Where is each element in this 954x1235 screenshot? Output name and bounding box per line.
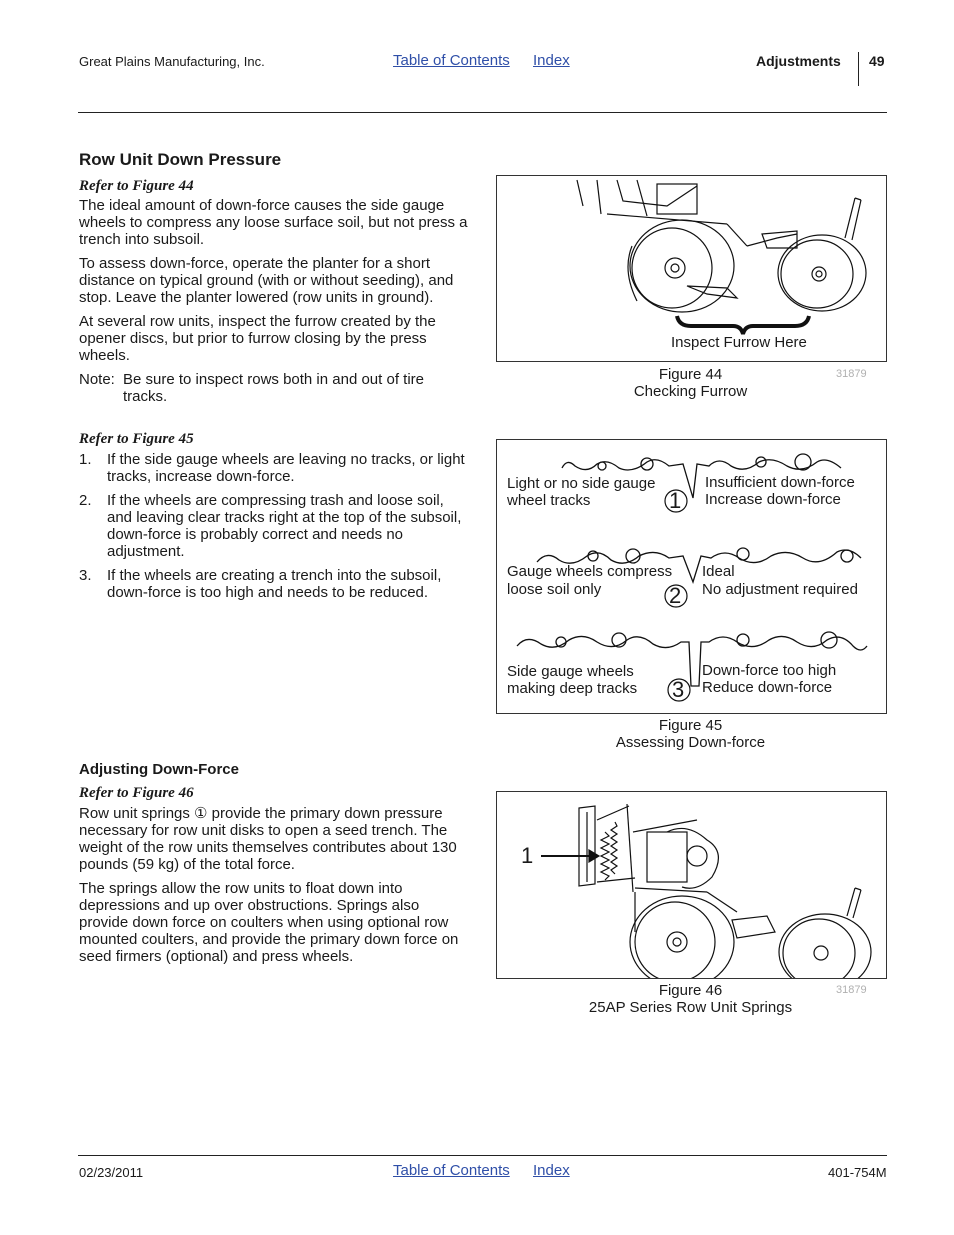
callout-1: 1 — [669, 488, 682, 513]
row2-right-line1: Ideal — [702, 563, 735, 580]
row2-right-line2: No adjustment required — [702, 581, 858, 598]
figure-title: Assessing Down-force — [615, 734, 766, 751]
figure-44 — [496, 175, 887, 362]
list-number: 2. — [79, 492, 92, 509]
row2-left-line1: Gauge wheels compress — [507, 563, 673, 580]
part-number: 31879 — [836, 984, 867, 996]
note — [79, 371, 471, 405]
list-number: 1. — [79, 451, 92, 468]
index-link[interactable]: Index — [533, 1162, 570, 1179]
row2-left-line2: loose soil only — [507, 581, 602, 598]
company-name: Great Plains Manufacturing, Inc. — [79, 54, 265, 69]
footer-date: 02/23/2011 — [79, 1165, 144, 1180]
callout-3: 3 — [672, 677, 685, 702]
callout-2: 2 — [669, 583, 682, 608]
row-unit-springs-illustration — [497, 792, 886, 978]
figure-title: Checking Furrow — [633, 383, 748, 400]
list-item — [79, 451, 473, 485]
index-link[interactable]: Index — [533, 52, 570, 69]
figure-reference: Refer to Figure 45 — [79, 431, 194, 447]
figure-title: 25AP Series Row Unit Springs — [588, 999, 793, 1016]
list-number: 3. — [79, 567, 92, 584]
table-of-contents-link[interactable]: Table of Contents — [393, 1162, 510, 1179]
paragraph: Row unit springs ① provide the primary down pressure necessary for row unit disks to open a seed trench. The weight of the row units themselves contributes about 130 pounds (59 kg) of the total force. — [79, 805, 457, 873]
note-text: Be sure to inspect rows both in and out of tire tracks. — [123, 371, 425, 405]
paragraph: The springs allow the row units to float down into depressions and up over obstructions. Springs also provide down force on coulters when using optional row mounted coulters, and provide the primary down force on seed firmers (optional) and press wheels. — [79, 880, 459, 965]
page-title: Row Unit Down Pressure — [79, 150, 282, 169]
note-label: Note: — [79, 371, 115, 388]
page-number: 49 — [869, 53, 885, 69]
row1-right-line2: Increase down-force — [705, 491, 841, 508]
figure-number: Figure 46 — [658, 982, 723, 999]
list-item — [79, 567, 473, 601]
document-number: 401-754M — [828, 1165, 887, 1180]
header-rule — [78, 112, 887, 113]
inspect-furrow-label: Inspect Furrow Here — [671, 334, 807, 351]
subsection-title: Adjusting Down-Force — [79, 761, 239, 778]
callout-1-springs: 1 — [521, 843, 534, 868]
row3-right-line1: Down-force too high — [702, 662, 837, 679]
paragraph: The ideal amount of down-force causes the side gauge wheels to compress any loose surface soil, but not press a trench into subsoil. — [79, 197, 468, 248]
row3-right-line2: Reduce down-force — [702, 679, 833, 696]
table-of-contents-link[interactable]: Table of Contents — [393, 52, 510, 69]
row1-right-line1: Insufficient down-force — [705, 474, 855, 491]
figure-reference: Refer to Figure 44 — [79, 178, 194, 194]
header-divider — [858, 52, 859, 86]
figure-44-caption — [496, 366, 885, 400]
intro-text — [79, 197, 471, 405]
paragraph: At several row units, inspect the furrow created by the opener discs, but prior to furrow closing by the press wheels. — [79, 313, 436, 364]
list-item — [79, 492, 473, 560]
figure-46-caption — [496, 982, 885, 1016]
figure-45-caption — [496, 717, 885, 751]
row3-left-line1: Side gauge wheels — [507, 663, 634, 680]
row3-left-line2: making deep tracks — [507, 680, 638, 697]
list-text: If the wheels are compressing trash and loose soil, and leaving clear tracks right at the top of the subsoil, down-force is probably correct and needs no adjustment. — [107, 492, 462, 560]
paragraph: To assess down-force, operate the planter for a short distance on typical ground (with or without seeding), and stop. Leave the planter lowered (row units in ground). — [79, 255, 454, 306]
adjusting-text — [79, 805, 471, 972]
part-number: 31879 — [836, 368, 867, 380]
figure-reference: Refer to Figure 46 — [79, 785, 194, 801]
footer-rule — [78, 1155, 887, 1156]
section-name: Adjustments — [756, 53, 841, 69]
row1-left-line1: Light or no side gauge — [507, 475, 656, 492]
list-text: If the side gauge wheels are leaving no tracks, or light tracks, increase down-force. — [107, 451, 465, 485]
steps-list — [79, 451, 473, 608]
figure-46 — [496, 791, 887, 979]
list-text: If the wheels are creating a trench into the subsoil, down-force is too high and needs to be reduced. — [107, 567, 442, 601]
figure-number: Figure 44 — [658, 366, 723, 383]
figure-number: Figure 45 — [658, 717, 723, 734]
row1-left-line2: wheel tracks — [507, 492, 591, 509]
figure-45 — [496, 439, 887, 714]
